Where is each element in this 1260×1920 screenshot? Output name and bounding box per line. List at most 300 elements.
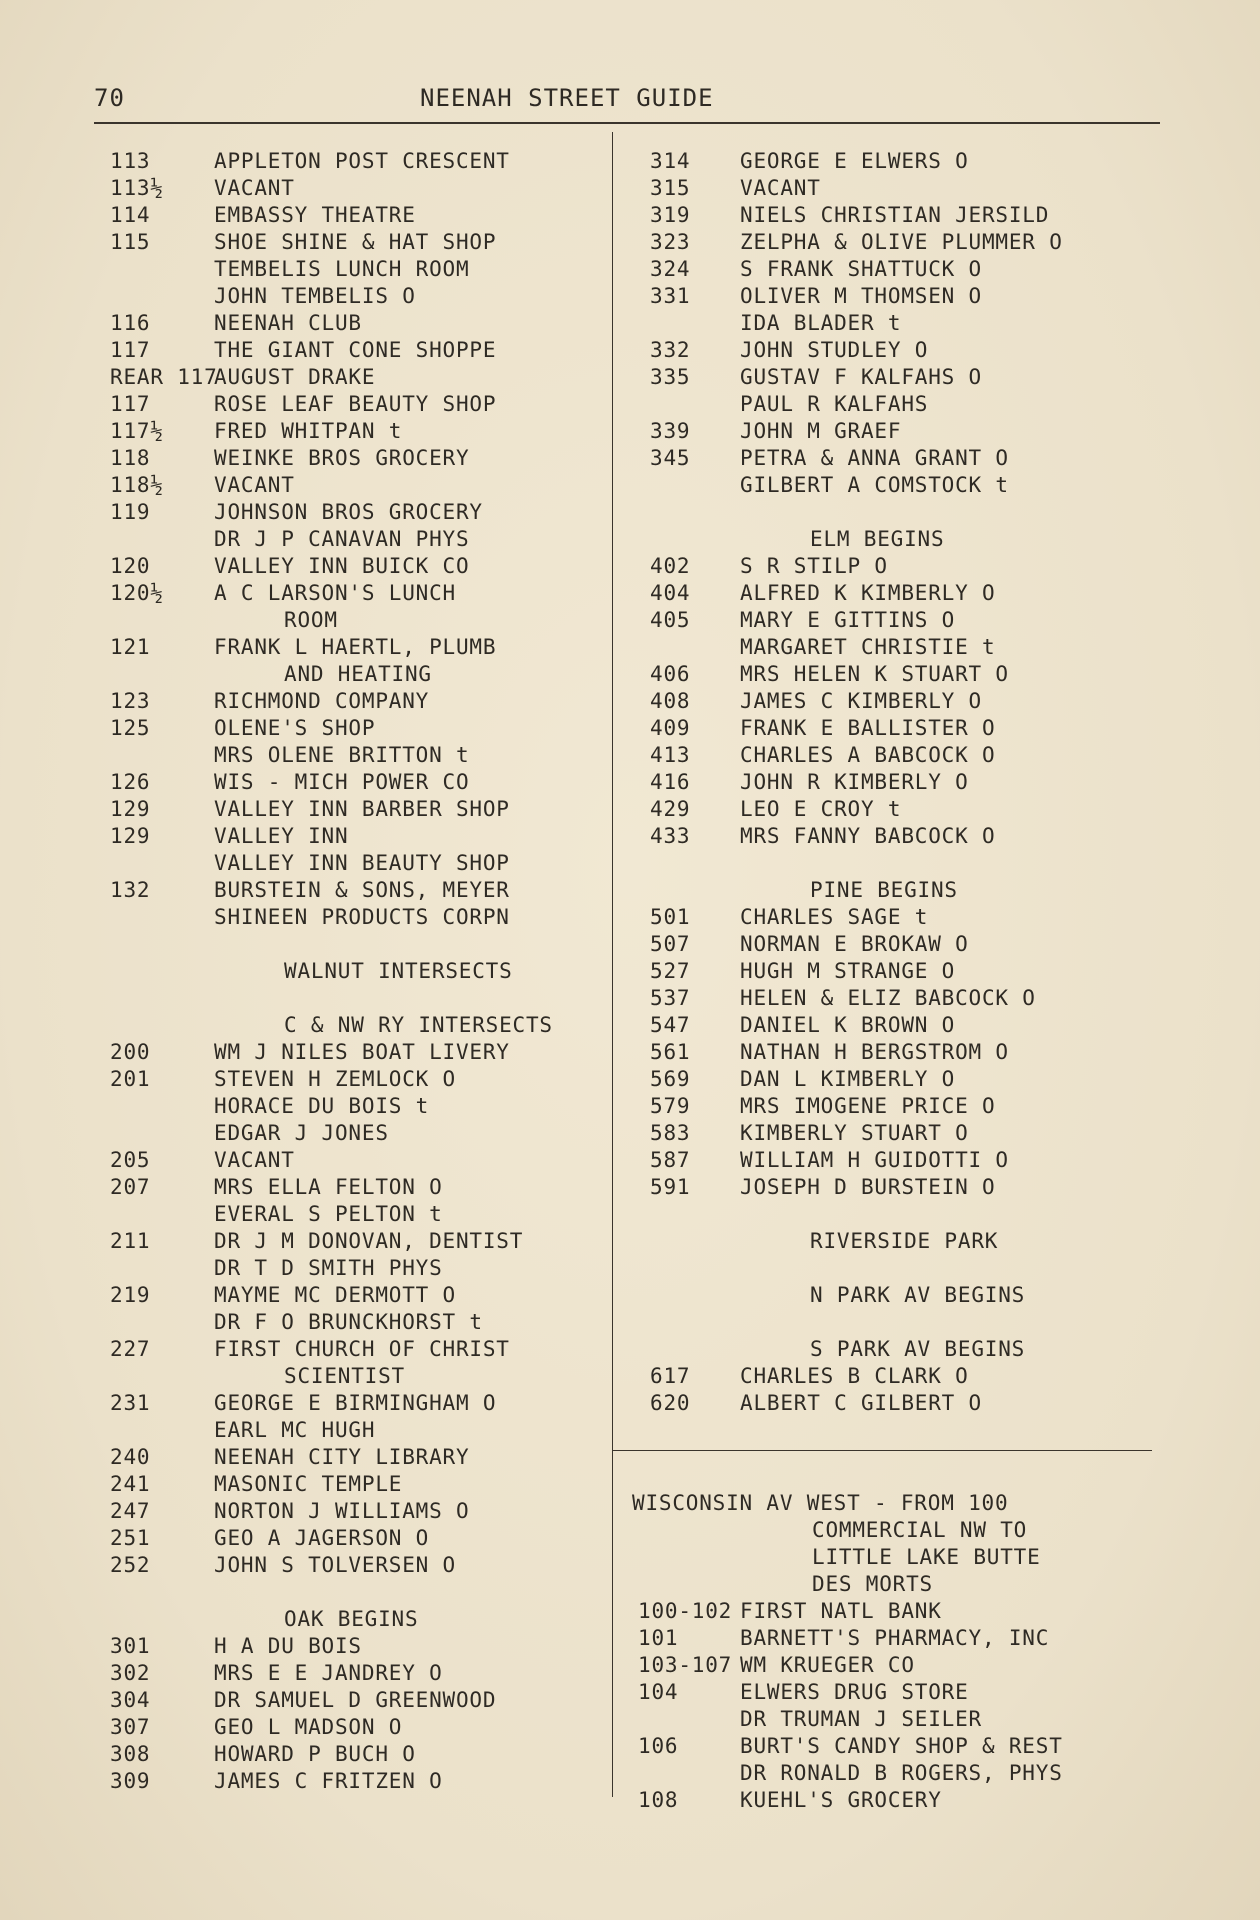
occupant-name: GEO L MADSON O [214, 1715, 403, 1739]
occupant-name: DR J P CANAVAN PHYS [214, 527, 470, 551]
street-number: 211 [110, 1229, 151, 1253]
occupant-name: BURSTEIN & SONS, MEYER [214, 878, 510, 902]
section-heading-text: C & NW RY INTERSECTS [284, 1013, 553, 1037]
directory-entry [640, 1390, 1165, 1417]
directory-entry [110, 526, 615, 553]
occupant-name: DR TRUMAN J SEILER [740, 1707, 982, 1731]
directory-entry [632, 1490, 1165, 1517]
street-number: 527 [650, 959, 691, 983]
directory-entry [640, 1174, 1165, 1201]
occupant-name: EDGAR J JONES [214, 1121, 389, 1145]
occupant-name: H A DU BOIS [214, 1634, 362, 1658]
occupant-name: MRS E E JANDREY O [214, 1661, 443, 1685]
street-number: 307 [110, 1715, 151, 1739]
occupant-name: WEINKE BROS GROCERY [214, 446, 470, 470]
street-number: 537 [650, 986, 691, 1010]
street-number: 119 [110, 500, 151, 524]
directory-entry [640, 958, 1165, 985]
occupant-name: FIRST NATL BANK [740, 1599, 942, 1623]
blank-line [640, 850, 1165, 877]
occupant-name: JOHN S TOLVERSEN O [214, 1553, 456, 1577]
directory-entry [640, 175, 1165, 202]
directory-entry [110, 1174, 615, 1201]
directory-entry [640, 1760, 1165, 1787]
directory-entry [110, 796, 615, 823]
street-number: 121 [110, 635, 151, 659]
directory-entry [110, 229, 615, 256]
directory-entry [640, 688, 1165, 715]
blank-line [640, 1444, 1165, 1471]
occupant-name: MRS ELLA FELTON O [214, 1175, 443, 1199]
street-number: 547 [650, 1013, 691, 1037]
directory-entry [640, 823, 1165, 850]
occupant-name: S R STILP O [740, 554, 888, 578]
occupant-name: NORTON J WILLIAMS O [214, 1499, 470, 1523]
street-number: 116 [110, 311, 151, 335]
occupant-name: VALLEY INN BUICK CO [214, 554, 470, 578]
street-number: 620 [650, 1391, 691, 1415]
street-number: 309 [110, 1769, 151, 1793]
occupant-name: BURT'S CANDY SHOP & REST [740, 1734, 1063, 1758]
occupant-name: EARL MC HUGH [214, 1418, 376, 1442]
occupant-name: KUEHL'S GROCERY [740, 1788, 942, 1812]
occupant-name: FRANK L HAERTL, PLUMB [214, 635, 497, 659]
street-number: 416 [650, 770, 691, 794]
occupant-name: NIELS CHRISTIAN JERSILD [740, 203, 1050, 227]
directory-entry [110, 1066, 615, 1093]
occupant-name: VACANT [214, 473, 295, 497]
directory-entry [110, 1039, 615, 1066]
directory-entry [110, 1120, 615, 1147]
occupant-name: LITTLE LAKE BUTTE [812, 1545, 1041, 1569]
directory-entry [640, 310, 1165, 337]
occupant-name: JAMES C FRITZEN O [214, 1769, 443, 1793]
occupant-name: PAUL R KALFAHS [740, 392, 929, 416]
directory-entry [640, 283, 1165, 310]
street-number: 404 [650, 581, 691, 605]
directory-entry [110, 1471, 615, 1498]
directory-entry [640, 1598, 1165, 1625]
directory-entry [640, 1787, 1165, 1814]
section-heading-text: WALNUT INTERSECTS [284, 959, 513, 983]
directory-entry [110, 742, 615, 769]
street-number: 129 [110, 797, 151, 821]
directory-entry [110, 148, 615, 175]
section-heading [110, 1606, 615, 1633]
street-number: 579 [650, 1094, 691, 1118]
section-heading-text: OAK BEGINS [284, 1607, 419, 1631]
blank-line [640, 1255, 1165, 1282]
street-number: 120½ [110, 581, 164, 605]
occupant-name: EVERAL S PELTON t [214, 1202, 443, 1226]
occupant-name: VALLEY INN BARBER SHOP [214, 797, 510, 821]
occupant-name: GUSTAV F KALFAHS O [740, 365, 982, 389]
street-number: 241 [110, 1472, 151, 1496]
street-number: 132 [110, 878, 151, 902]
directory-entry [110, 1768, 615, 1795]
street-number: 118 [110, 446, 151, 470]
occupant-name: GILBERT A COMSTOCK t [740, 473, 1009, 497]
occupant-name: FRANK E BALLISTER O [740, 716, 996, 740]
street-number: 409 [650, 716, 691, 740]
directory-entry [110, 337, 615, 364]
street-number: 126 [110, 770, 151, 794]
street-number: 113½ [110, 176, 164, 200]
directory-entry [640, 1147, 1165, 1174]
occupant-name: DR J M DONOVAN, DENTIST [214, 1229, 524, 1253]
occupant-name: JAMES C KIMBERLY O [740, 689, 982, 713]
directory-entry [640, 904, 1165, 931]
directory-entry [110, 418, 615, 445]
section-heading [640, 877, 1165, 904]
occupant-name: VACANT [214, 176, 295, 200]
directory-entry [110, 688, 615, 715]
directory-entry [110, 1363, 615, 1390]
occupant-name: MARGARET CHRISTIE t [740, 635, 996, 659]
directory-entry [110, 1741, 615, 1768]
street-number: REAR 117 [110, 365, 218, 389]
street-number: 227 [110, 1337, 151, 1361]
occupant-name: HUGH M STRANGE O [740, 959, 956, 983]
directory-entry [640, 1363, 1165, 1390]
street-number: 120 [110, 554, 151, 578]
street-number: 308 [110, 1742, 151, 1766]
occupant-name: MRS IMOGENE PRICE O [740, 1094, 996, 1118]
directory-entry [110, 391, 615, 418]
street-number: 129 [110, 824, 151, 848]
directory-entry [640, 607, 1165, 634]
directory-entry [110, 364, 615, 391]
directory-entry [110, 580, 615, 607]
occupant-name: JOHN TEMBELIS O [214, 284, 416, 308]
occupant-name: OLENE'S SHOP [214, 716, 376, 740]
occupant-name: NEENAH CLUB [214, 311, 362, 335]
directory-entry [110, 1255, 615, 1282]
street-number: 117½ [110, 419, 164, 443]
occupant-name: JOHNSON BROS GROCERY [214, 500, 483, 524]
directory-entry [640, 445, 1165, 472]
occupant-name: MARY E GITTINS O [740, 608, 956, 632]
directory-entry [110, 661, 615, 688]
street-number: 114 [110, 203, 151, 227]
directory-entry [640, 1039, 1165, 1066]
directory-entry [110, 1687, 615, 1714]
street-number: 200 [110, 1040, 151, 1064]
occupant-name: APPLETON POST CRESCENT [214, 149, 510, 173]
occupant-name: KIMBERLY STUART O [740, 1121, 969, 1145]
occupant-name: WILLIAM H GUIDOTTI O [740, 1148, 1009, 1172]
occupant-name: LEO E CROY t [740, 797, 902, 821]
occupant-name: JOSEPH D BURSTEIN O [740, 1175, 996, 1199]
directory-entry [110, 1660, 615, 1687]
directory-entry [110, 445, 615, 472]
occupant-name: HELEN & ELIZ BABCOCK O [740, 986, 1036, 1010]
occupant-name: DR F O BRUNCKHORST t [214, 1310, 483, 1334]
street-number: 314 [650, 149, 691, 173]
section-heading [640, 526, 1165, 553]
directory-entry [640, 364, 1165, 391]
directory-entry [110, 202, 615, 229]
directory-entry [110, 1417, 615, 1444]
section-heading-text: N PARK AV BEGINS [810, 1283, 1026, 1307]
section-heading [640, 1336, 1165, 1363]
blank-line [110, 1579, 615, 1606]
occupant-name: VACANT [214, 1148, 295, 1172]
spacer [640, 1471, 1165, 1490]
occupant-name: JOHN M GRAEF [740, 419, 902, 443]
street-number: 207 [110, 1175, 151, 1199]
occupant-name: CHARLES B CLARK O [740, 1364, 969, 1388]
occupant-name: NATHAN H BERGSTROM O [740, 1040, 1009, 1064]
occupant-name: THE GIANT CONE SHOPPE [214, 338, 497, 362]
section-heading [640, 1282, 1165, 1309]
street-number: 406 [650, 662, 691, 686]
blank-line [640, 1417, 1165, 1444]
occupant-name: PETRA & ANNA GRANT O [740, 446, 1009, 470]
street-number: 103-107 [638, 1653, 733, 1677]
street-number: 115 [110, 230, 151, 254]
directory-entry [110, 1714, 615, 1741]
directory-entry [640, 1679, 1165, 1706]
occupant-name: CHARLES A BABCOCK O [740, 743, 996, 767]
street-number: 413 [650, 743, 691, 767]
page-number: 70 [94, 84, 125, 112]
street-number: 331 [650, 284, 691, 308]
occupant-name: ALBERT C GILBERT O [740, 1391, 982, 1415]
blank-line [640, 1201, 1165, 1228]
street-number: 219 [110, 1283, 151, 1307]
street-number: 106 [638, 1734, 679, 1758]
occupant-name: JOHN R KIMBERLY O [740, 770, 969, 794]
occupant-name: DES MORTS [812, 1572, 933, 1596]
directory-entry [640, 337, 1165, 364]
blank-line [110, 931, 615, 958]
street-number: 304 [110, 1688, 151, 1712]
occupant-name: COMMERCIAL NW TO [812, 1518, 1028, 1542]
left-column [110, 148, 615, 1795]
street-number: 240 [110, 1445, 151, 1469]
occupant-name: A C LARSON'S LUNCH [214, 581, 456, 605]
street-number: 587 [650, 1148, 691, 1172]
directory-entry [110, 607, 615, 634]
blank-line [110, 985, 615, 1012]
directory-entry [110, 1390, 615, 1417]
directory-entry [110, 1498, 615, 1525]
directory-entry [640, 418, 1165, 445]
directory-entry [110, 1093, 615, 1120]
street-number: 100-102 [638, 1599, 733, 1623]
street-number: 302 [110, 1661, 151, 1685]
directory-entry [110, 1147, 615, 1174]
street-number: 117 [110, 392, 151, 416]
occupant-name: DANIEL K BROWN O [740, 1013, 956, 1037]
directory-entry [640, 229, 1165, 256]
directory-entry [110, 1201, 615, 1228]
street-number: 591 [650, 1175, 691, 1199]
directory-entry [640, 1652, 1165, 1679]
street-number: 332 [650, 338, 691, 362]
occupant-name: SCIENTIST [284, 1364, 405, 1388]
occupant-name: WM J NILES BOAT LIVERY [214, 1040, 510, 1064]
occupant-name: ROOM [284, 608, 338, 632]
section-heading-text: RIVERSIDE PARK [810, 1229, 999, 1253]
occupant-name: FIRST CHURCH OF CHRIST [214, 1337, 510, 1361]
occupant-name: IDA BLADER t [740, 311, 902, 335]
directory-entry [640, 553, 1165, 580]
directory-entry [640, 1706, 1165, 1733]
section-heading-text: S PARK AV BEGINS [810, 1337, 1026, 1361]
occupant-name: DR RONALD B ROGERS, PHYS [740, 1761, 1063, 1785]
directory-entry [110, 1444, 615, 1471]
occupant-name: DAN L KIMBERLY O [740, 1067, 956, 1091]
street-number: 583 [650, 1121, 691, 1145]
street-number: 402 [650, 554, 691, 578]
street-number: 324 [650, 257, 691, 281]
street-number: 201 [110, 1067, 151, 1091]
street-number: 301 [110, 1634, 151, 1658]
directory-entry [110, 877, 615, 904]
occupant-name: TEMBELIS LUNCH ROOM [214, 257, 470, 281]
directory-entry [110, 823, 615, 850]
directory-entry [110, 310, 615, 337]
street-number: 118½ [110, 473, 164, 497]
street-number: 507 [650, 932, 691, 956]
section-heading-text: ELM BEGINS [810, 527, 945, 551]
occupant-name: GEORGE E ELWERS O [740, 149, 969, 173]
directory-entry [110, 634, 615, 661]
directory-entry [110, 1336, 615, 1363]
occupant-name: GEORGE E BIRMINGHAM O [214, 1391, 497, 1415]
occupant-name: WM KRUEGER CO [740, 1653, 915, 1677]
occupant-name: WIS - MICH POWER CO [214, 770, 470, 794]
occupant-name: MASONIC TEMPLE [214, 1472, 403, 1496]
occupant-name: OLIVER M THOMSEN O [740, 284, 982, 308]
directory-entry [640, 472, 1165, 499]
directory-entry [110, 472, 615, 499]
street-number: 315 [650, 176, 691, 200]
street-number: 345 [650, 446, 691, 470]
directory-entry [110, 850, 615, 877]
street-number: 433 [650, 824, 691, 848]
street-number: 323 [650, 230, 691, 254]
occupant-name: HORACE DU BOIS t [214, 1094, 430, 1118]
directory-entry [640, 1571, 1165, 1598]
street-number: 569 [650, 1067, 691, 1091]
street-number: 125 [110, 716, 151, 740]
street-number: 617 [650, 1364, 691, 1388]
occupant-name: MRS FANNY BABCOCK O [740, 824, 996, 848]
street-number: 501 [650, 905, 691, 929]
street-number: 123 [110, 689, 151, 713]
directory-entry [110, 175, 615, 202]
directory-entry [640, 634, 1165, 661]
page-title: NEENAH STREET GUIDE [420, 84, 714, 112]
occupant-name: SHOE SHINE & HAT SHOP [214, 230, 497, 254]
directory-entry [110, 1228, 615, 1255]
occupant-name: SHINEEN PRODUCTS CORPN [214, 905, 510, 929]
street-number: 335 [650, 365, 691, 389]
directory-entry [640, 1733, 1165, 1760]
directory-entry [110, 553, 615, 580]
directory-entry [640, 256, 1165, 283]
occupant-name: CHARLES SAGE t [740, 905, 929, 929]
occupant-name: NORMAN E BROKAW O [740, 932, 969, 956]
occupant-name: WISCONSIN AV WEST - FROM 100 [632, 1491, 1009, 1515]
directory-entry [110, 1282, 615, 1309]
occupant-name: MRS OLENE BRITTON t [214, 743, 470, 767]
occupant-name: JOHN STUDLEY O [740, 338, 929, 362]
street-number: 251 [110, 1526, 151, 1550]
street-number: 339 [650, 419, 691, 443]
directory-entry [640, 1625, 1165, 1652]
street-number: 231 [110, 1391, 151, 1415]
directory-entry [640, 1093, 1165, 1120]
directory-entry [110, 499, 615, 526]
section-heading-text: PINE BEGINS [810, 878, 958, 902]
page-header [94, 84, 1160, 120]
street-number: 108 [638, 1788, 679, 1812]
street-number: 319 [650, 203, 691, 227]
header-rule [94, 122, 1160, 124]
section-heading [110, 1012, 615, 1039]
directory-entry [110, 256, 615, 283]
occupant-name: ELWERS DRUG STORE [740, 1680, 969, 1704]
occupant-name: STEVEN H ZEMLOCK O [214, 1067, 456, 1091]
directory-entry [640, 148, 1165, 175]
directory-entry [640, 202, 1165, 229]
street-number: 247 [110, 1499, 151, 1523]
directory-entry [110, 904, 615, 931]
occupant-name: EMBASSY THEATRE [214, 203, 416, 227]
directory-entry [640, 931, 1165, 958]
directory-entry [640, 1120, 1165, 1147]
street-number: 101 [638, 1626, 679, 1650]
directory-entry [640, 796, 1165, 823]
directory-entry [640, 715, 1165, 742]
directory-entry [110, 769, 615, 796]
occupant-name: VALLEY INN [214, 824, 349, 848]
street-number: 252 [110, 1553, 151, 1577]
occupant-name: VACANT [740, 176, 821, 200]
occupant-name: RICHMOND COMPANY [214, 689, 430, 713]
occupant-name: ROSE LEAF BEAUTY SHOP [214, 392, 497, 416]
occupant-name: NEENAH CITY LIBRARY [214, 1445, 470, 1469]
directory-entry [640, 580, 1165, 607]
directory-entry [640, 742, 1165, 769]
occupant-name: AND HEATING [284, 662, 432, 686]
occupant-name: BARNETT'S PHARMACY, INC [740, 1626, 1050, 1650]
directory-entry [110, 715, 615, 742]
section-heading [640, 1228, 1165, 1255]
street-number: 117 [110, 338, 151, 362]
right-column [632, 148, 1165, 1814]
directory-entry [110, 1633, 615, 1660]
occupant-name: MAYME MC DERMOTT O [214, 1283, 456, 1307]
occupant-name: GEO A JAGERSON O [214, 1526, 430, 1550]
occupant-name: FRED WHITPAN t [214, 419, 403, 443]
occupant-name: VALLEY INN BEAUTY SHOP [214, 851, 510, 875]
street-number: 113 [110, 149, 151, 173]
street-number: 405 [650, 608, 691, 632]
occupant-name: DR SAMUEL D GREENWOOD [214, 1688, 497, 1712]
blank-line [640, 1309, 1165, 1336]
occupant-name: S FRANK SHATTUCK O [740, 257, 982, 281]
directory-entry [640, 1517, 1165, 1544]
street-number: 205 [110, 1148, 151, 1172]
occupant-name: MRS HELEN K STUART O [740, 662, 1009, 686]
directory-entry [110, 1525, 615, 1552]
street-number: 561 [650, 1040, 691, 1064]
